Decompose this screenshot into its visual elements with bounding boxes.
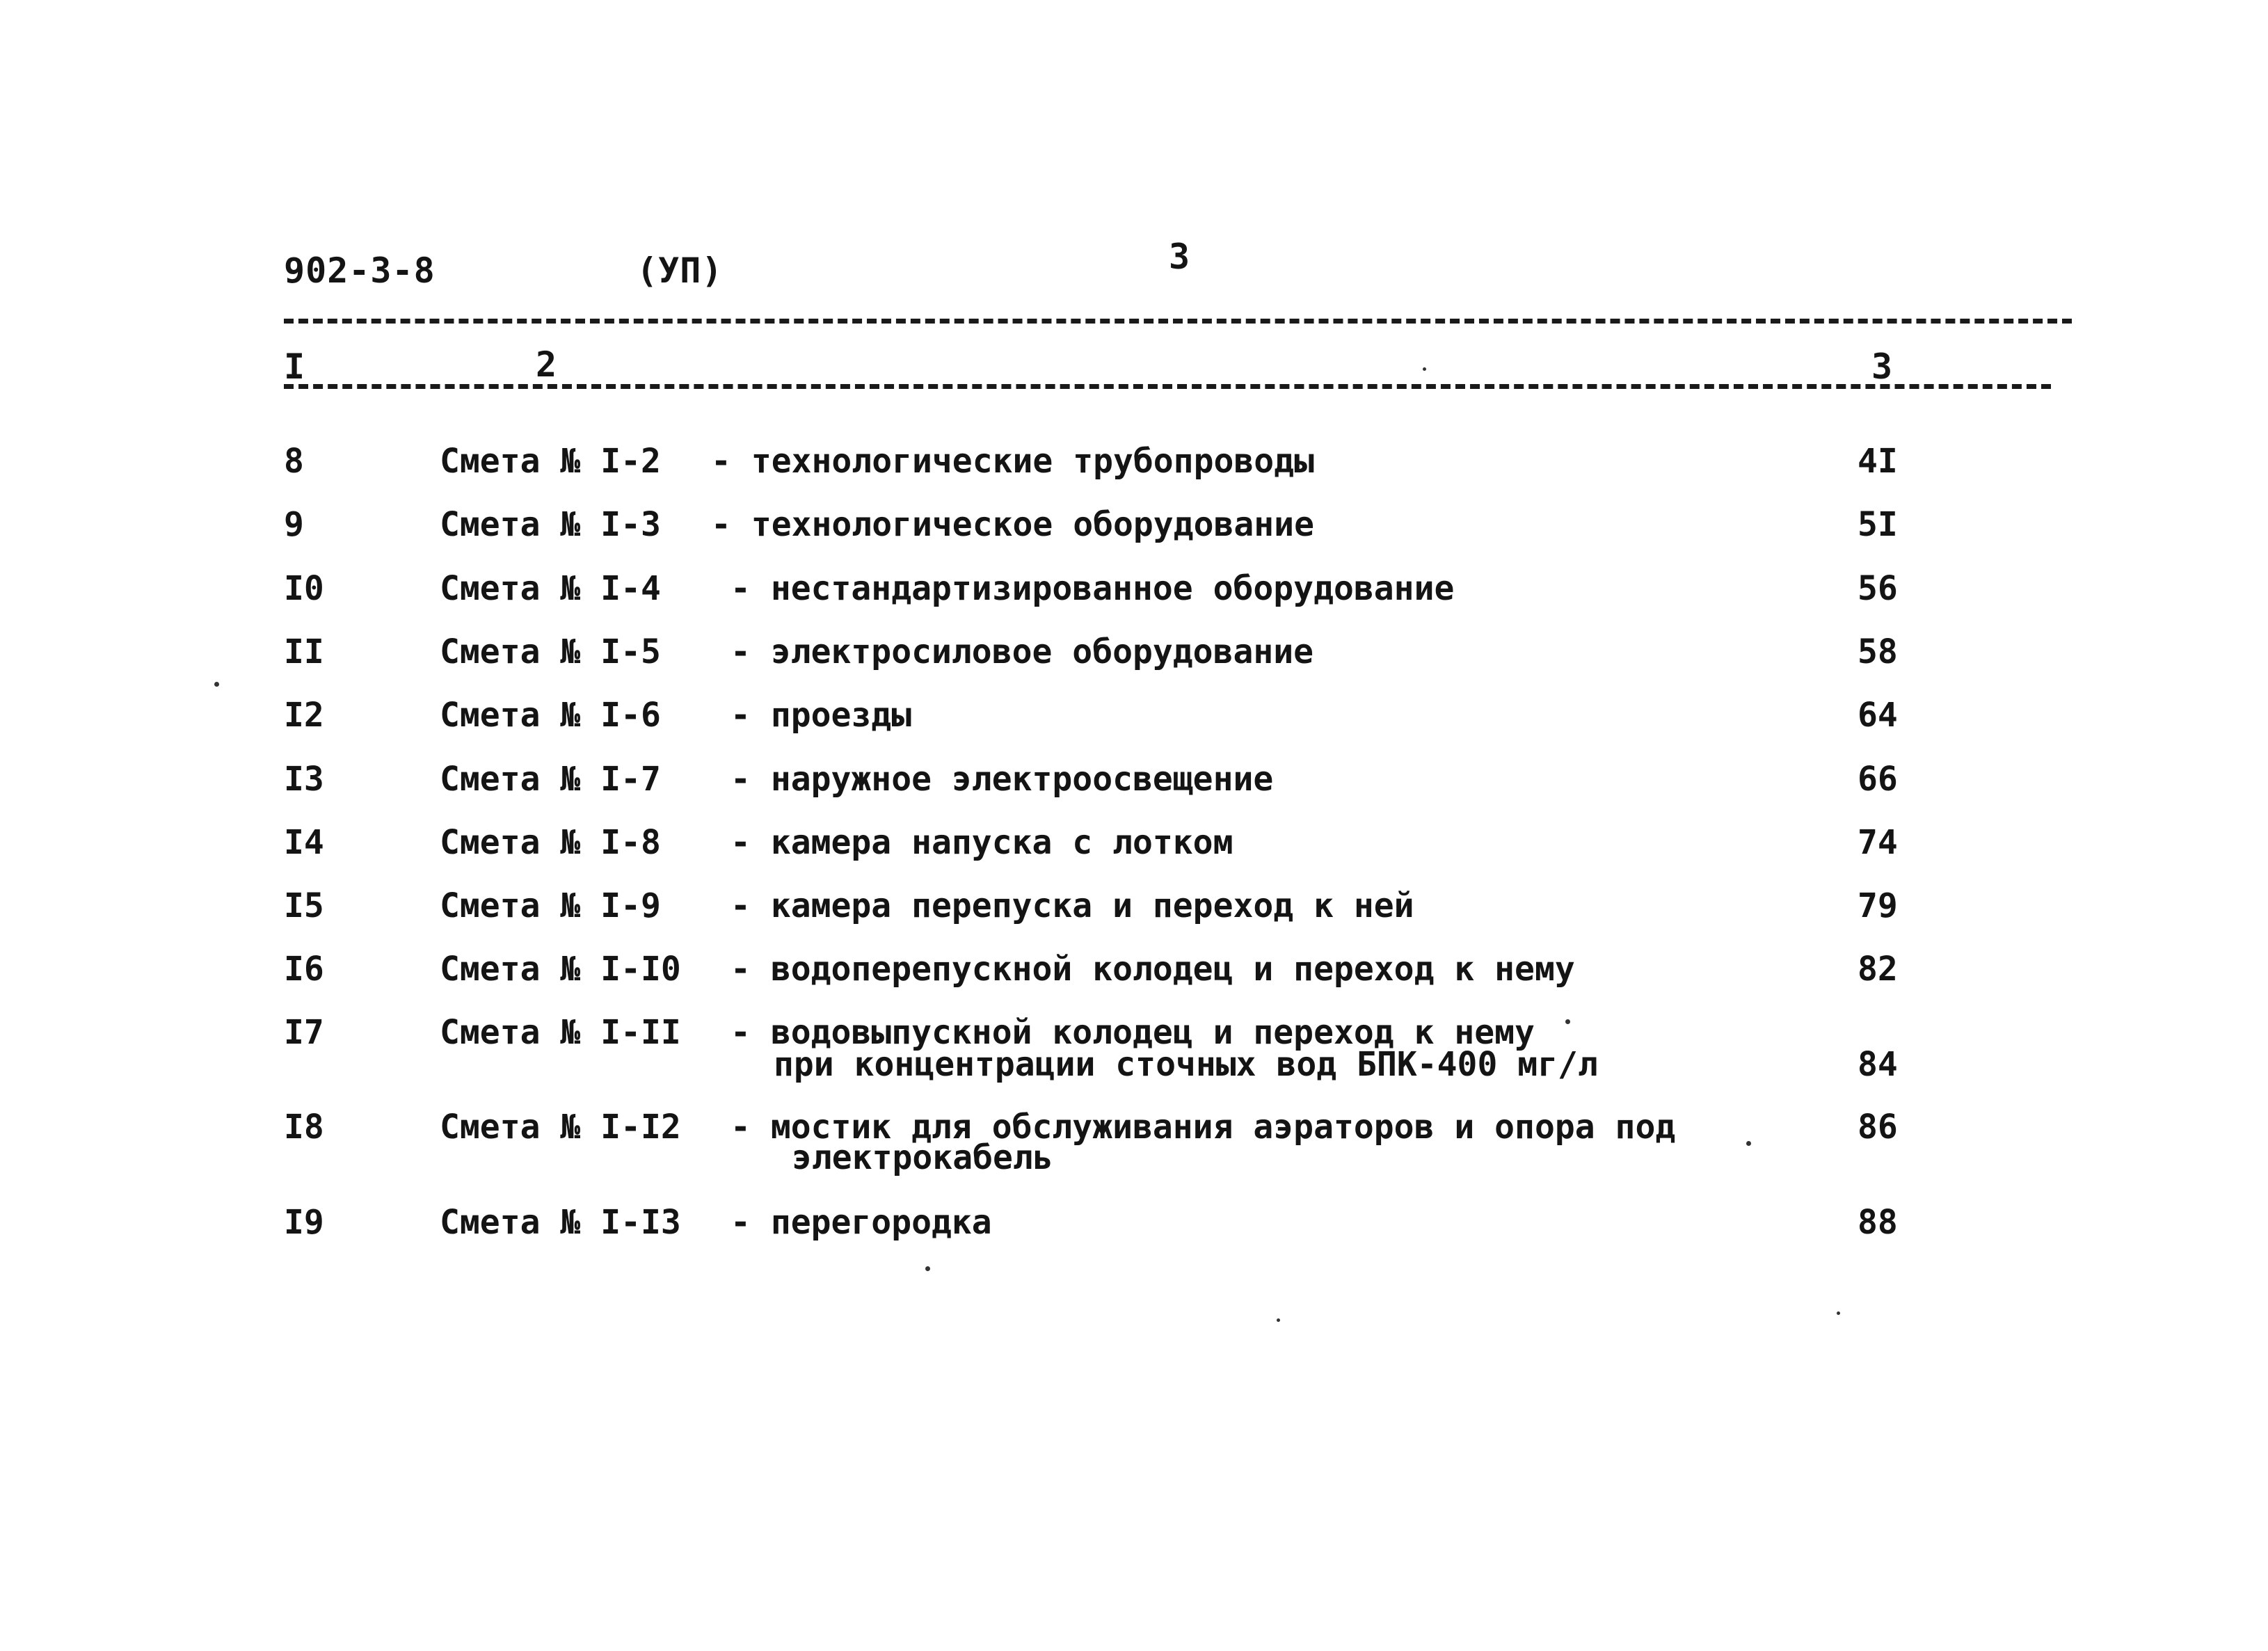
row-description-continuation: электрокабель	[792, 1138, 1053, 1177]
row-description: - нестандартизированное оборудование	[730, 569, 1455, 608]
row-page: 56	[1858, 569, 1898, 608]
row-number: I8	[284, 1108, 324, 1147]
row-description: - наружное электроосвещение	[730, 760, 1274, 799]
row-page: 58	[1858, 632, 1898, 671]
estimate-code: Смета № I-6	[440, 696, 661, 735]
estimate-code: Смета № I-I3	[440, 1203, 681, 1242]
estimate-code: Смета № I-5	[440, 632, 661, 671]
row-description: - камера напуска с лотком	[730, 823, 1233, 862]
row-description: - камера перепуска и переход к ней	[730, 886, 1414, 925]
row-page: 74	[1858, 823, 1898, 862]
row-page: 88	[1858, 1203, 1898, 1242]
row-number: II	[284, 632, 324, 671]
scan-speck	[1277, 1318, 1280, 1322]
row-number: I3	[284, 760, 324, 799]
scan-speck	[214, 682, 219, 687]
header-rule-top	[284, 319, 2072, 324]
row-number: I5	[284, 886, 324, 925]
scan-speck	[1565, 1019, 1570, 1024]
row-page: 4I	[1858, 442, 1898, 481]
row-page: 82	[1858, 950, 1898, 989]
document-code: 902-3-8	[284, 250, 436, 291]
estimate-code: Смета № I-II	[440, 1013, 681, 1052]
header-rule-bottom	[284, 384, 2051, 389]
row-number: 8	[284, 442, 304, 481]
estimate-code: Смета № I-2	[440, 442, 661, 481]
estimate-code: Смета № I-8	[440, 823, 661, 862]
row-description: - электросиловое оборудование	[730, 632, 1314, 671]
row-description-continuation: при концентрации сточных вод БПК-400 мг/л	[774, 1045, 1598, 1084]
row-page: 64	[1858, 696, 1898, 735]
estimate-code: Смета № I-I0	[440, 950, 681, 989]
row-description: - технологическое оборудование	[711, 505, 1314, 544]
estimate-code: Смета № I-I2	[440, 1108, 681, 1147]
estimate-code: Смета № I-7	[440, 760, 661, 799]
column-number-2: 2	[536, 344, 557, 385]
row-number: I2	[284, 696, 324, 735]
row-description: - водовыпускной колодец и переход к нему	[730, 1013, 1535, 1052]
row-page: 84	[1858, 1045, 1898, 1084]
row-number: 9	[284, 505, 304, 544]
estimate-code: Смета № I-3	[440, 505, 661, 544]
row-number: I4	[284, 823, 324, 862]
document-mark: (УП)	[637, 250, 724, 291]
row-number: I0	[284, 569, 324, 608]
scan-speck	[925, 1266, 930, 1271]
row-description: - водоперепускной колодец и переход к нему	[730, 950, 1575, 989]
scan-speck	[1837, 1311, 1840, 1315]
row-description: - перегородка	[730, 1203, 992, 1242]
row-page: 86	[1858, 1108, 1898, 1147]
scan-speck	[1423, 367, 1426, 371]
row-page: 5I	[1858, 505, 1898, 544]
row-number: I9	[284, 1203, 324, 1242]
row-number: I7	[284, 1013, 324, 1052]
column-number-1: I	[284, 346, 305, 387]
row-description: - технологические трубопроводы	[711, 442, 1314, 481]
row-description: - мостик для обслуживания аэраторов и опора под	[730, 1108, 1676, 1147]
row-page: 79	[1858, 886, 1898, 925]
estimate-code: Смета № I-9	[440, 886, 661, 925]
row-description: - проезды	[730, 696, 912, 735]
row-page: 66	[1858, 760, 1898, 799]
scan-speck	[1746, 1141, 1751, 1146]
column-number-3: 3	[1871, 346, 1893, 387]
page-number: 3	[1169, 237, 1191, 277]
row-number: I6	[284, 950, 324, 989]
estimate-code: Смета № I-4	[440, 569, 661, 608]
